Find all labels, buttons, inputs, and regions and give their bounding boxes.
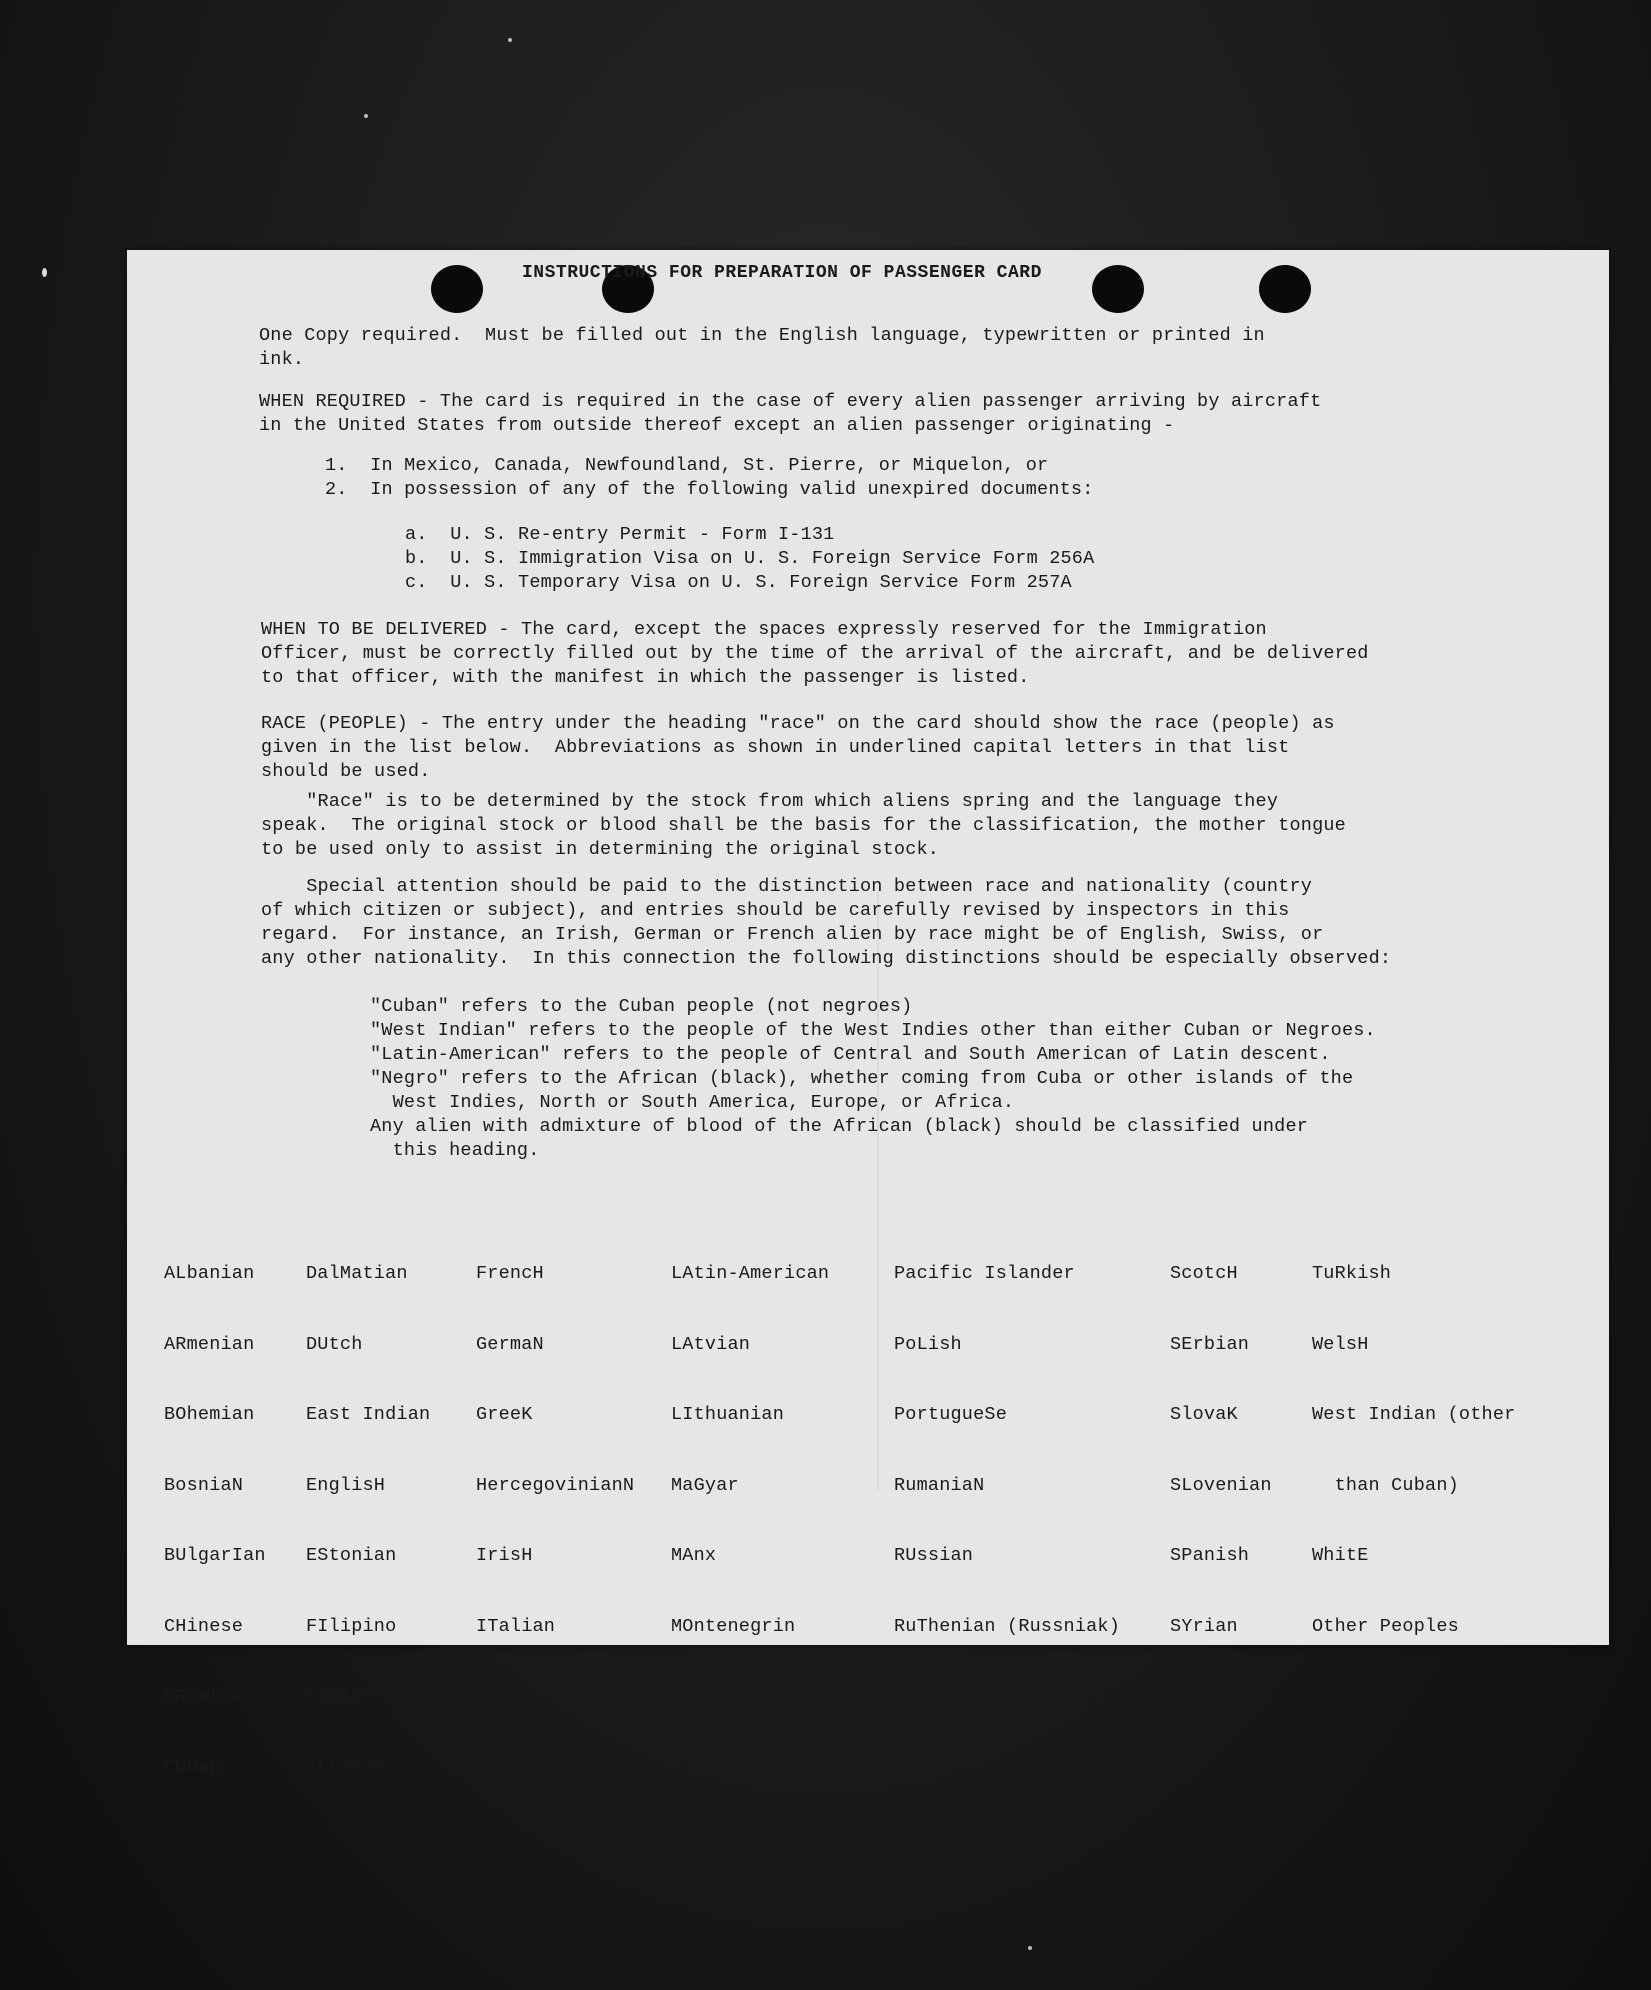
race-list-item: SPanish bbox=[1170, 1545, 1250, 1566]
race-list-item: EnglisH bbox=[306, 1474, 386, 1496]
race-list-item: NEgro bbox=[671, 1756, 728, 1778]
race-list-item: GermaN bbox=[476, 1333, 544, 1355]
race-list-item: DUtch bbox=[306, 1333, 363, 1355]
document-page bbox=[127, 250, 1609, 1848]
race-list-item: ITalian bbox=[476, 1615, 556, 1637]
race-list-item: IrisH bbox=[476, 1545, 533, 1566]
race-list-item: BosniaN bbox=[164, 1474, 244, 1496]
race-list-item: HercegovinianN bbox=[476, 1474, 635, 1496]
race-list-item: ARmenian bbox=[164, 1333, 255, 1355]
document-title: INSTRUCTIONS FOR PREPARATION OF PASSENGER CARD bbox=[522, 263, 1042, 283]
race-list-item: West Indian (other bbox=[1312, 1404, 1516, 1425]
punch-hole bbox=[1259, 265, 1311, 313]
race-list-item: ScotcH bbox=[1170, 1263, 1238, 1284]
intro-paragraph: One Copy required. Must be filled out in the English language, typewritten or printed in ink. bbox=[259, 325, 1265, 370]
race-list-column bbox=[306, 1215, 430, 1826]
race-list-item: GreeK bbox=[476, 1404, 533, 1425]
race-list-item: gians, Danes, and bbox=[894, 1756, 1109, 1778]
race-list-item: RUssian bbox=[894, 1545, 974, 1566]
special-attention-paragraph: Special attention should be paid to the distinction between race and nationality (country of which citizen or subject), and entries should be carefully revised by inspectors in this regard. For instance, an Irish, German or French alien by race might be of English, Swiss, or any other nationality. In this connection the following distinctions should be especially observed: bbox=[261, 876, 1392, 969]
race-list-item: BOhemian bbox=[164, 1404, 255, 1425]
film-speck bbox=[364, 114, 368, 118]
film-speck bbox=[508, 38, 512, 42]
race-list-column bbox=[1170, 1215, 1272, 1685]
race-list-item: WhitE bbox=[1312, 1545, 1369, 1566]
race-list-item: RumaniaN bbox=[894, 1474, 985, 1496]
race-list-item: KoreaN bbox=[476, 1756, 544, 1778]
race-list-column bbox=[1312, 1215, 1515, 1685]
when-delivered-paragraph: WHEN TO BE DELIVERED - The card, except the spaces expressly reserved for the Immigration Officer, must be correctly filled out by the time of the arrival of the aircraft, and be delivered to that officer, with the manifest in which the passenger is listed. bbox=[261, 619, 1369, 688]
race-list-item: Swedes) bbox=[894, 1827, 996, 1848]
race-list-item: FLemish bbox=[306, 1756, 386, 1778]
race-list-item: CHinese bbox=[164, 1615, 244, 1637]
film-speck bbox=[42, 268, 47, 277]
documents-list: a. U. S. Re-entry Permit - Form I-131 b. U. S. Immigration Visa on U. S. Foreign Service Form 256A c. U. S. Temporary Visa on U. S. Foreign Service Form 257A bbox=[405, 524, 1095, 593]
race-list-item: SlovaK bbox=[1170, 1404, 1238, 1425]
punch-hole bbox=[431, 265, 483, 313]
race-list-item: JaPanese bbox=[476, 1686, 567, 1707]
race-definition-paragraph: "Race" is to be determined by the stock from which aliens spring and the language they speak. The original stock or blood shall be the basis for the classification, the mother tongue to be used only to assist in determining the original stock. bbox=[261, 791, 1346, 860]
race-list-item: BUlgarIan bbox=[164, 1545, 266, 1566]
when-required-paragraph: WHEN REQUIRED - The card is required in the case of every alien passenger arriving by aircraft in the United States from outside thereof except an alien passenger originating - bbox=[259, 391, 1322, 436]
race-list-item: FrencH bbox=[476, 1263, 544, 1284]
race-list-item: MaGyar bbox=[671, 1474, 739, 1496]
race-list-item: WelsH bbox=[1312, 1333, 1369, 1355]
film-speck bbox=[1028, 1946, 1032, 1950]
race-list-item: FIlipino bbox=[306, 1615, 397, 1637]
race-list-item: PortugueSe bbox=[894, 1404, 1008, 1425]
race-list-column bbox=[671, 1215, 829, 1826]
race-list-item: MAnx bbox=[671, 1545, 717, 1566]
race-list-item: Pacific Islander bbox=[894, 1263, 1075, 1284]
race-list-item: Other Peoples bbox=[1312, 1615, 1459, 1637]
race-list-item: PoLish bbox=[894, 1333, 962, 1355]
race-list-item: FINish bbox=[306, 1686, 374, 1707]
page-fold bbox=[877, 890, 879, 1490]
distinctions-list: "Cuban" refers to the Cuban people (not negroes) "West Indian" refers to the people of the West Indies other than either Cuban or Negroes. "Latin-American" refers to the people of Central and South American of Latin descent. "Negro" refers to the African (black), whether coming from Cuba or other islands of the West Indies, North or South America, Europe, or Africa. Any alien with admixture of blood of the African (black) should be classified under this heading. bbox=[370, 996, 1376, 1161]
race-list-item: East Indian bbox=[306, 1404, 431, 1425]
race-list-column bbox=[894, 1215, 1120, 1897]
race-list-item: SYrian bbox=[1170, 1615, 1238, 1637]
race-list-column bbox=[164, 1215, 266, 1826]
race-list-item: ALbanian bbox=[164, 1263, 255, 1284]
race-list-item: LIthuanian bbox=[671, 1404, 785, 1425]
race-list-item: ScandinaviaN (Norwe- bbox=[894, 1686, 1121, 1707]
race-list-item: TuRkish bbox=[1312, 1263, 1392, 1284]
race-list-item: SLovenian bbox=[1170, 1474, 1272, 1496]
race-list-item: LAtvian bbox=[671, 1333, 751, 1355]
race-list-item: LAtin-American bbox=[671, 1263, 830, 1284]
race-list-item: MOntenegrin bbox=[671, 1615, 796, 1637]
race-list-item: EStonian bbox=[306, 1545, 397, 1566]
race-list-item: SErbian bbox=[1170, 1333, 1250, 1355]
race-list-item: CUban bbox=[164, 1756, 221, 1778]
race-list-item: than Cuban) bbox=[1312, 1474, 1459, 1496]
race-people-paragraph: RACE (PEOPLE) - The entry under the heading "race" on the card should show the race (people) as given in the list below. Abbreviations as shown in underlined capital letters in that list should be used. bbox=[261, 713, 1335, 782]
race-list-item: DalMatian bbox=[306, 1263, 408, 1284]
exceptions-list: 1. In Mexico, Canada, Newfoundland, St. Pierre, or Miquelon, or 2. In possession of any of the following valid unexpired documents: bbox=[325, 455, 1094, 500]
race-list-item: CRoatian bbox=[164, 1686, 255, 1707]
race-list-item: MoraviaN bbox=[671, 1686, 762, 1707]
race-list-item: RuThenian (Russniak) bbox=[894, 1615, 1121, 1637]
race-list-column bbox=[476, 1215, 634, 1826]
